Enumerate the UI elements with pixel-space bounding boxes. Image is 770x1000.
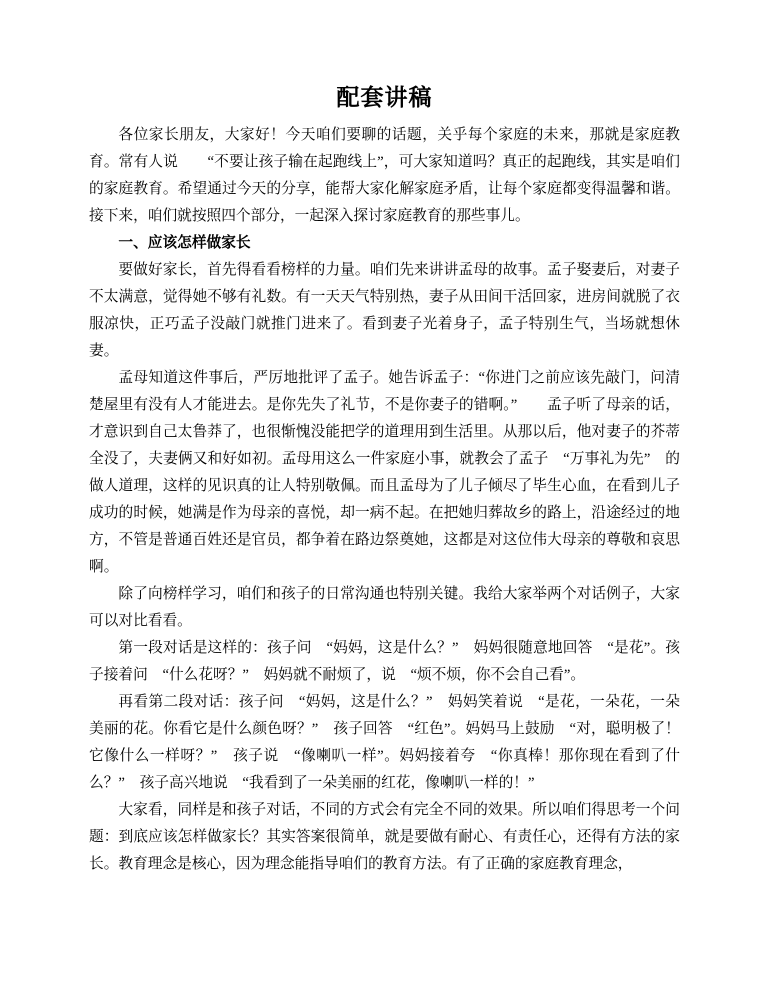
paragraph-dialogue-example-1: 第一段对话是这样的：孩子问 “妈妈，这是什么？” 妈妈很随意地回答 “是花”。孩子接着问 “什么花呀？” 妈妈就不耐烦了，说 “烦不烦，你不会自己看”。 xyxy=(89,640,680,683)
paragraph-mengzi-story: 要做好家长，首先得看看榜样的力量。咱们先来讲讲孟母的故事。孟子娶妻后，对妻子不太满意，觉得她不够有礼数。有一天天气特别热，妻子从田间干活回家，进房间就脱了衣服凉快，正巧孟子没敲门就推门进来了。看到妻子光着身子，孟子特别生气，当场就想休妻。 xyxy=(89,262,680,359)
section-1-heading: 一、应该怎样做家长 xyxy=(118,235,251,251)
paragraph-dialogue-example-2: 再看第二段对话：孩子问 “妈妈，这是什么？” 妈妈笑着说 “是花，一朵花，一朵美丽的花。你看它是什么颜色呀？” 孩子回答 “红色”。妈妈马上鼓励 “对，聪明极了！它像什么一样呀？” 孩子说 “像喇叭一样”。妈妈接着夸 “你真棒！那你现在看到了什么？” 孩子高兴地说 “我看到了一朵美丽的红花，像喇叭一样的！” xyxy=(89,694,680,791)
intro-paragraph: 各位家长朋友，大家好！今天咱们要聊的话题，关乎每个家庭的未来，那就是家庭教育。常有人说 “不要让孩子输在起跑线上”，可大家知道吗？真正的起跑线，其实是咱们的家庭教育。希望通过今天的分享，能帮大家化解家庭矛盾，让每个家庭都变得温馨和谐。接下来，咱们就按照四个部分，一起深入探讨家庭教育的那些事儿。 xyxy=(89,127,680,224)
paragraph-communication-intro: 除了向榜样学习，咱们和孩子的日常沟通也特别关键。我给大家举两个对话例子，大家可以对比看看。 xyxy=(89,586,680,629)
document-title: 配套讲稿 xyxy=(336,85,433,110)
paragraph-mengmu-lesson: 孟母知道这件事后，严厉地批评了孟子。她告诉孟子：“你进门之前应该先敲门，问清楚屋里有没有人才能进去。是你先失了礼节，不是你妻子的错啊。” 孟子听了母亲的话，才意识到自己太鲁莽了，也很惭愧没能把学的道理用到生活里。从那以后，他对妻子的芥蒂全没了，夫妻俩又和好如初。孟母用这么一件家庭小事，就教会了孟子 “万事礼为先” 的做人道理，这样的见识真的让人特别敬佩。而且孟母为了儿子倾尽了毕生心血，在看到儿子成功的时候，她满是作为母亲的喜悦，却一病不起。在把她归葬故乡的路上，沿途经过的地方，不管是普通百姓还是官员，都争着在路边祭奠她，这都是对这位伟大母亲的尊敬和哀思啊。 xyxy=(89,370,680,575)
paragraph-conclusion: 大家看，同样是和孩子对话，不同的方式会有完全不同的效果。所以咱们得思考一个问题：到底应该怎样做家长？其实答案很简单，就是要做有耐心、有责任心，还得有方法的家长。教育理念是核心，因为理念能指导咱们的教育方法。有了正确的家庭教育理念， xyxy=(89,802,680,872)
